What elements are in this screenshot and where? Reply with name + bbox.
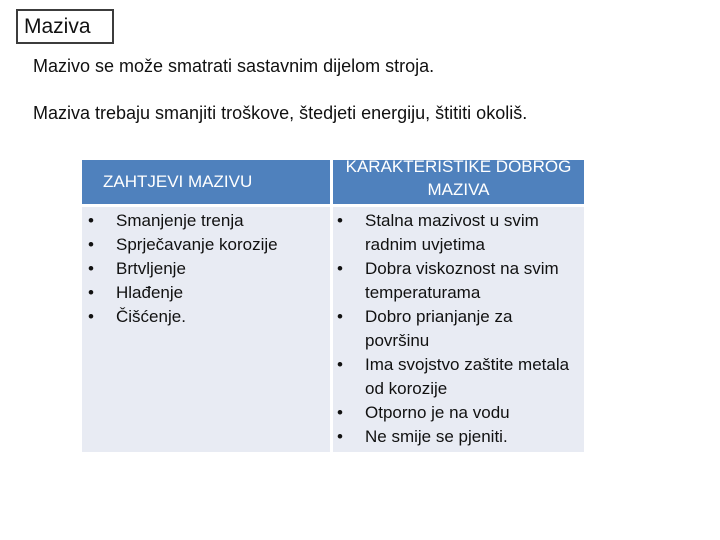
paragraph-2: Maziva trebaju smanjiti troškove, štedjeti energiju, štititi okoliš. [33, 103, 528, 123]
slide-title: Maziva [16, 9, 114, 44]
right-bullet-list [333, 209, 581, 449]
comparison-table [82, 157, 584, 452]
paragraph-1: Mazivo se može smatrati sastavnim dijelom stroja. [33, 56, 435, 76]
list-item: • Hlađenje [84, 281, 328, 305]
list-item: • Ne smije se pjeniti. [333, 425, 581, 449]
header-divider [82, 204, 584, 207]
list-item: • Brtvljenje [84, 257, 328, 281]
table-header-right [333, 157, 584, 204]
list-item: • Dobro prianjanje za površinu [333, 305, 581, 353]
list-item: • Ima svojstvo zaštite metala od korozije [333, 353, 581, 401]
left-bullet-list [84, 209, 328, 329]
list-item: • Smanjenje trenja [84, 209, 328, 233]
list-item: • Čišćenje. [84, 305, 328, 329]
table-header-right-label: KARAKTERISTIKE DOBROG MAZIVA [345, 157, 572, 199]
table-header-left-label: ZAHTJEVI MAZIVU [103, 172, 253, 191]
list-item: • Sprječavanje korozije [84, 233, 328, 257]
table-header-left [82, 160, 330, 204]
list-item: • Stalna mazivost u svim radnim uvjetima [333, 209, 581, 257]
list-item: • Dobra viskoznost na svim temperaturama [333, 257, 581, 305]
list-item: • Otporno je na vodu [333, 401, 581, 425]
